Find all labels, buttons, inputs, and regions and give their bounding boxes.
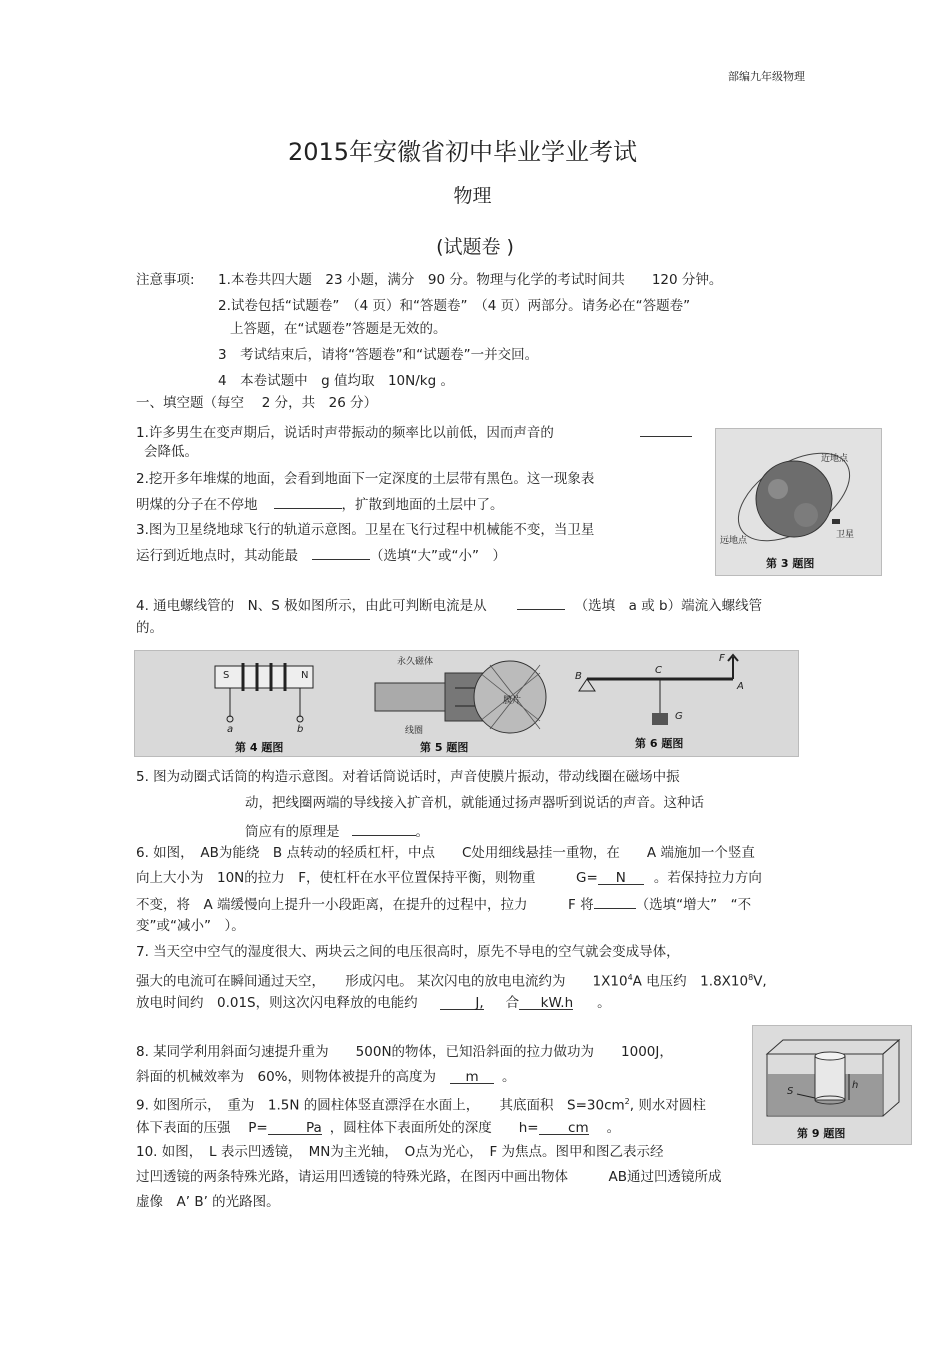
q6-text-2: 。若保持拉力方向 (653, 870, 762, 886)
notice-label: 注意事项: (136, 272, 195, 288)
q2-line1: 2.挖开多年堆煤的地面，会看到地面下一定深度的土层带有黑色。这一现象表 (136, 471, 595, 487)
q9-text-1: 9. 如图所示， 重为 1.5N 的圆柱体竖直漂浮在水面上， 其底面积 S=30cm (136, 1097, 625, 1114)
q9-text-4: ，圆柱体下表面所处的深度 h= (329, 1120, 539, 1136)
q1-blank[interactable] (640, 421, 692, 437)
q8-text-1: 斜面的机械效率为 60%，则物体被提升的高度为 (136, 1069, 437, 1085)
q7-text-1: 强大的电流可在瞬间通过天空， 形成闪电。 某次闪电的放电电流约为 1X10 (136, 973, 628, 990)
figure-3 (715, 428, 882, 576)
paper-title: (试题卷 ) (436, 236, 514, 258)
fig3-caption: 第 3 题图 (766, 557, 815, 570)
fig4-caption: 第 4 题图 (235, 741, 284, 754)
q7-exponent-2: 8 (748, 973, 754, 982)
fig3-near-label: 近地点 (821, 454, 849, 464)
q8-answer-m[interactable]: m (450, 1068, 494, 1084)
fig6-a-label: A (737, 681, 744, 692)
q9-answer-cm[interactable]: cm (539, 1119, 589, 1135)
q4-line1 (136, 594, 762, 615)
q4-text-1: 4. 通电螺线管的 N、S 极如图所示，由此可判断电流是从 (136, 598, 487, 614)
section-heading: 一、填空题（每空 2 分，共 26 分） (136, 395, 378, 411)
fig5-magnet-label: 永久磁体 (397, 657, 434, 667)
q2-text-1: 明煤的分子在不停地 (136, 497, 258, 513)
fig6-caption: 第 6 题图 (635, 737, 684, 750)
notice-item-2-cont: 上答题，在“试题卷”答题是无效的。 (230, 321, 447, 337)
fig5-film-label: 膜片 (503, 696, 522, 706)
q6-text-1: 向上大小为 10N的拉力 F，使杠杆在水平位置保持平衡，则物重 G= (136, 870, 598, 886)
q2-text-2: ，扩散到地面的土层中了。 (341, 497, 504, 513)
q7-line2 (136, 969, 767, 991)
q7-line3 (136, 994, 611, 1012)
q8-line1: 8. 某同学利用斜面匀速提升重为 500N的物体，已知沿斜面的拉力做功为 1000J， (136, 1044, 673, 1060)
q7-exponent-1: 4 (627, 973, 633, 982)
q7-line1: 7. 当天空中空气的湿度很大、两块云之间的电压很高时，原先不导电的空气就会变成导体， (136, 944, 680, 960)
q8-text-2: 。 (502, 1069, 516, 1085)
q3-line1: 3.图为卫星绕地球飞行的轨道示意图。卫星在飞行过程中机械能不变，当卫星 (136, 522, 595, 538)
q6-text-3: 不变，将 A 端缓慢向上提升一小段距离，在提升的过程中，拉力 F 将 (136, 897, 594, 913)
q7-answer-j[interactable]: J, (440, 994, 484, 1010)
q6-blank[interactable] (594, 893, 636, 909)
q7-text-6: 。 (597, 995, 611, 1011)
fig9-s-label: S (787, 1086, 794, 1097)
q7-text-3: V, (753, 973, 767, 990)
fig4-s-label: S (223, 670, 230, 681)
figures-4-5-6 (134, 650, 799, 757)
q5-line1: 5. 图为动圈式话筒的构造示意图。对着话筒说话时，声音使膜片振动，带动线圈在磁场中振 (136, 769, 680, 785)
q9-text-3: 体下表面的压强 P= (136, 1120, 268, 1136)
q10-line1: 10. 如图， L 表示凹透镜， MN为主光轴， O点为光心， F 为焦点。图甲和图乙表示经 (136, 1144, 664, 1160)
fig3-far-label: 远地点 (720, 536, 748, 546)
q10-line3: 虚像 A’ B’ 的光路图。 (136, 1194, 280, 1210)
q9-text-5: 。 (606, 1120, 621, 1136)
q5-text-2: 。 (415, 824, 429, 840)
q5-line2: 动，把线圈两端的导线接入扩音机，就能通过扬声器听到说话的声音。这种话 (245, 795, 704, 811)
q9-line2 (136, 1119, 620, 1137)
q3-text-1: 运行到近地点时，其动能最 (136, 548, 298, 564)
fig6-b-label: B (575, 671, 582, 682)
fig4-b-label: b (297, 724, 304, 735)
figure-9 (752, 1025, 912, 1145)
fig4-a-label: a (227, 724, 234, 735)
subject-title: 物理 (453, 185, 492, 207)
fig4-n-label: N (301, 670, 309, 681)
q1-text: 1.许多男生在变声期后，说话时声带振动的频率比以前低，因而声音的 (136, 425, 554, 441)
q7-text-2: A 电压约 1.8X10 (632, 973, 749, 990)
earth-orbit-figure (716, 429, 881, 575)
q4-blank[interactable] (517, 594, 565, 610)
q9-answer-pa[interactable]: Pa (268, 1119, 322, 1135)
q2-blank[interactable] (274, 493, 342, 509)
notice-item-3: 3 考试结束后，请将“答题卷”和“试题卷”一并交回。 (218, 347, 539, 363)
q5-blank[interactable] (352, 820, 416, 836)
q6-line3 (136, 893, 751, 914)
q9-text-2: , 则水对圆柱 (629, 1097, 706, 1114)
page-title: 2015年安徽省初中毕业学业考试 (287, 138, 638, 166)
q7-text-4: 放电时间约 0.01S，则这次闪电释放的电能约 (136, 995, 418, 1011)
q9-exponent: 2 (624, 1097, 630, 1106)
q5-text-1: 筒应有的原理是 (245, 824, 340, 840)
notice-item-1: 1.本卷共四大题 23 小题，满分 90 分。物理与化学的考试时间共 120 分钟。 (218, 272, 723, 288)
q6-answer-n[interactable]: N (598, 869, 644, 885)
header-series: 部编九年级物理 (728, 70, 805, 83)
q6-line2 (136, 869, 762, 887)
fig3-sat-label: 卫星 (836, 530, 855, 540)
fig5-coil-label: 线圈 (405, 726, 424, 736)
notice-item-2: 2.试卷包括“试题卷” （4 页）和“答题卷” （4 页）两部分。请务必在“答题卷” (218, 298, 691, 314)
q7-text-5: 合 (505, 995, 520, 1011)
q3-text-2: （选填“大”或“小” ） (370, 548, 506, 564)
q2-line2 (136, 493, 504, 514)
q1-line1 (136, 421, 692, 442)
q3-blank[interactable] (312, 544, 370, 560)
q6-text-4: （选填“增大” “不 (635, 897, 752, 913)
fig6-g-label: G (675, 711, 683, 722)
notice-item-4: 4 本卷试题中 g 值均取 10N/kg 。 (218, 373, 454, 389)
fig9-h-label: h (852, 1080, 859, 1091)
q3-line2 (136, 544, 506, 565)
q1-line2: 会降低。 (144, 444, 198, 460)
q7-answer-kwh[interactable]: kW.h (519, 994, 573, 1010)
fig5-caption: 第 5 题图 (420, 741, 469, 754)
q9-line1 (136, 1093, 706, 1115)
q4-line2: 的。 (136, 620, 163, 636)
fig6-f-label: F (719, 653, 725, 664)
q8-line2 (136, 1068, 516, 1086)
q6-line4: 变”或“减小” ）。 (136, 918, 245, 934)
q4-text-2: （选填 a 或 b）端流入螺线管 (574, 598, 763, 614)
q5-line3 (245, 820, 429, 841)
q10-line2: 过凹透镜的两条特殊光路，请运用凹透镜的特殊光路，在图丙中画出物体 AB通过凹透镜所成 (136, 1169, 722, 1185)
fig9-caption: 第 9 题图 (797, 1127, 846, 1140)
q6-line1: 6. 如图， AB为能绕 B 点转动的轻质杠杆，中点 C处用细线悬挂一重物，在 A 端施加一个竖直 (136, 845, 755, 861)
fig6-c-label: C (655, 665, 662, 676)
